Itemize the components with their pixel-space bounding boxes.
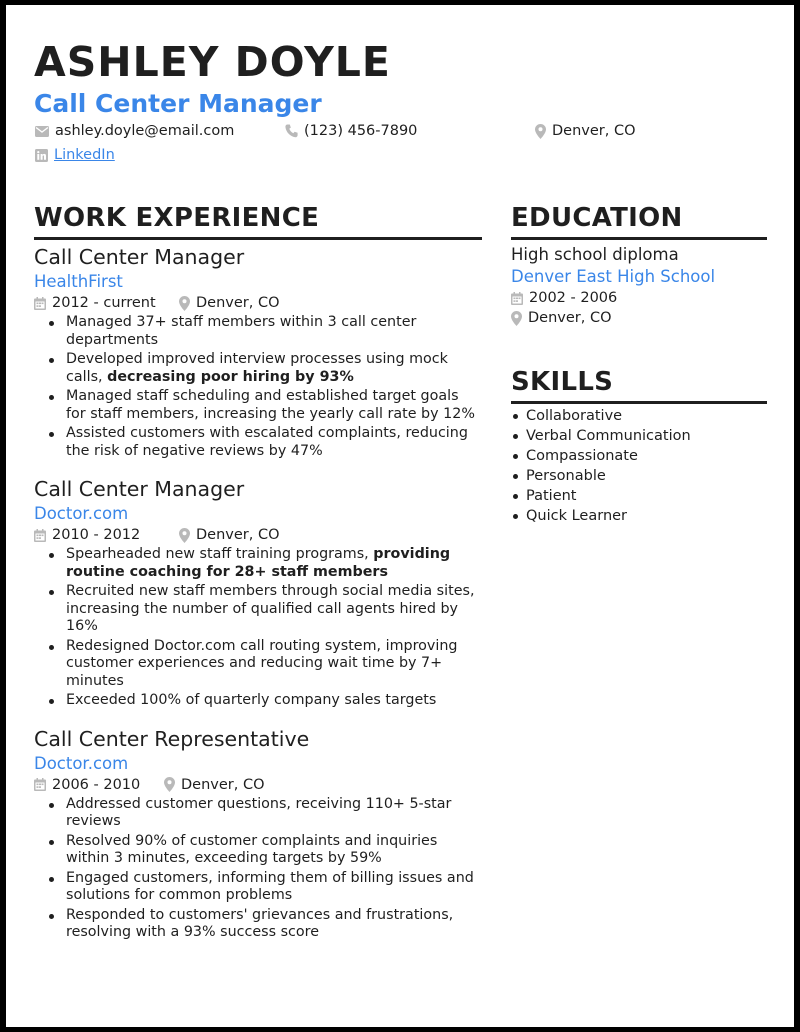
envelope-icon: [35, 126, 49, 137]
candidate-title: Call Center Manager: [34, 89, 322, 118]
map-pin-icon: [511, 311, 522, 326]
list-item: [46, 692, 482, 710]
bullet-text: Developed improved interview processes using mock calls,: [66, 351, 448, 385]
job-dates: [34, 524, 179, 546]
skill-item: Personable: [511, 466, 767, 486]
calendar-icon: [34, 529, 46, 542]
skill-item: Verbal Communication: [511, 426, 767, 446]
skill-item: Quick Learner: [511, 506, 767, 526]
map-pin-icon: [179, 528, 190, 543]
phone-icon: [285, 124, 298, 138]
job-location: [164, 774, 265, 796]
right-column: [511, 201, 767, 526]
left-column: [34, 201, 482, 944]
list-item: [46, 546, 482, 581]
bullet-text: Engaged customers, informing them of billing issues and solutions for common problems: [66, 869, 474, 903]
job-company: Doctor.com: [34, 504, 129, 523]
bullet-highlight: providing routine coaching for 28+ staff members: [66, 546, 451, 580]
job-location-text: Denver, CO: [196, 295, 280, 311]
bullet-text: Addressed customer questions, receiving 110+ 5-star reviews: [66, 795, 452, 829]
job-dates-text: 2006 - 2010: [52, 776, 141, 793]
calendar-icon: [34, 778, 46, 791]
contact-phone: [285, 123, 417, 139]
list-item: [46, 314, 482, 349]
job-entry: [34, 724, 482, 942]
education-location: [511, 308, 767, 328]
job-meta: [34, 292, 482, 314]
skills-list: [511, 406, 767, 526]
job-entry: [34, 474, 482, 710]
bullet-text: Exceeded 100% of quarterly company sales targets: [66, 692, 437, 708]
linkedin-link[interactable]: LinkedIn: [54, 147, 115, 163]
education-dates-text: 2002 - 2006: [529, 290, 618, 306]
contact-linkedin: [35, 147, 115, 163]
list-item: [46, 796, 482, 831]
skill-item: Compassionate: [511, 446, 767, 466]
job-dates-text: 2012 - current: [52, 295, 156, 311]
bullet-text: Resolved 90% of customer complaints and inquiries within 3 minutes, exceeding targets by 59%: [66, 832, 438, 866]
job-bullets: [46, 796, 482, 942]
job-meta: [34, 774, 482, 796]
job-meta: [34, 524, 482, 546]
list-item: [46, 583, 482, 636]
job-location: [179, 292, 280, 314]
skill-item: Collaborative: [511, 406, 767, 426]
job-title: Call Center Manager: [34, 477, 245, 501]
resume-page: [6, 5, 794, 1027]
bullet-text: Redesigned Doctor.com call routing system, improving customer experiences and reducing wait time by 7+ minutes: [66, 637, 458, 689]
contact-location: [535, 123, 636, 139]
job-dates: [34, 292, 179, 314]
bullet-text: Recruited new staff members through social media sites, increasing the number of qualified call agents hired by 16%: [66, 583, 475, 634]
skills-heading: SKILLS: [511, 365, 767, 404]
job-dates-text: 2010 - 2012: [52, 527, 141, 543]
list-item: [46, 833, 482, 868]
education-dates: [511, 288, 767, 308]
list-item: [46, 870, 482, 905]
map-pin-icon: [535, 124, 546, 139]
education-school: Denver East High School: [511, 267, 716, 286]
linkedin-icon: [35, 149, 48, 162]
job-company: Doctor.com: [34, 753, 129, 773]
calendar-icon: [511, 292, 523, 305]
job-title: Call Center Representative: [34, 726, 310, 751]
education-heading: EDUCATION: [511, 201, 767, 240]
bullet-text: Assisted customers with escalated complaints, reducing the risk of negative reviews by 47%: [66, 425, 468, 459]
job-bullets: [46, 314, 482, 460]
job-location-text: Denver, CO: [181, 776, 265, 793]
list-item: [46, 425, 482, 460]
job-entry: [34, 242, 482, 460]
phone-text: (123) 456-7890: [304, 123, 418, 139]
work-experience-heading: WORK EXPERIENCE: [34, 201, 482, 240]
job-dates: [34, 774, 164, 796]
education-degree: High school diploma: [511, 245, 679, 264]
job-company: HealthFirst: [34, 272, 123, 291]
list-item: [46, 907, 482, 942]
bullet-text: Responded to customers' grievances and frustrations, resolving with a 93% success score: [66, 906, 454, 940]
location-text: Denver, CO: [552, 123, 636, 139]
list-item: [46, 638, 482, 691]
bullet-text: Managed staff scheduling and established target goals for staff members, increasing the yearly call rate by 12%: [66, 388, 475, 422]
list-item: [46, 388, 482, 423]
job-location-text: Denver, CO: [196, 527, 280, 543]
candidate-name: ASHLEY DOYLE: [34, 38, 391, 86]
bullet-text: Spearheaded new staff training programs,: [66, 546, 374, 562]
skill-item: Patient: [511, 486, 767, 506]
education-location-text: Denver, CO: [528, 310, 612, 326]
job-bullets: [46, 546, 482, 710]
calendar-icon: [34, 297, 46, 310]
job-location: [179, 524, 280, 546]
bullet-text: Managed 37+ staff members within 3 call center departments: [66, 314, 417, 348]
email-text: ashley.doyle@email.com: [55, 123, 235, 139]
map-pin-icon: [164, 777, 175, 792]
contact-email: [35, 123, 234, 139]
list-item: [46, 351, 482, 386]
jobs-list: [34, 242, 482, 942]
job-title: Call Center Manager: [34, 245, 245, 269]
bullet-highlight: decreasing poor hiring by 93%: [107, 368, 354, 385]
map-pin-icon: [179, 296, 190, 311]
